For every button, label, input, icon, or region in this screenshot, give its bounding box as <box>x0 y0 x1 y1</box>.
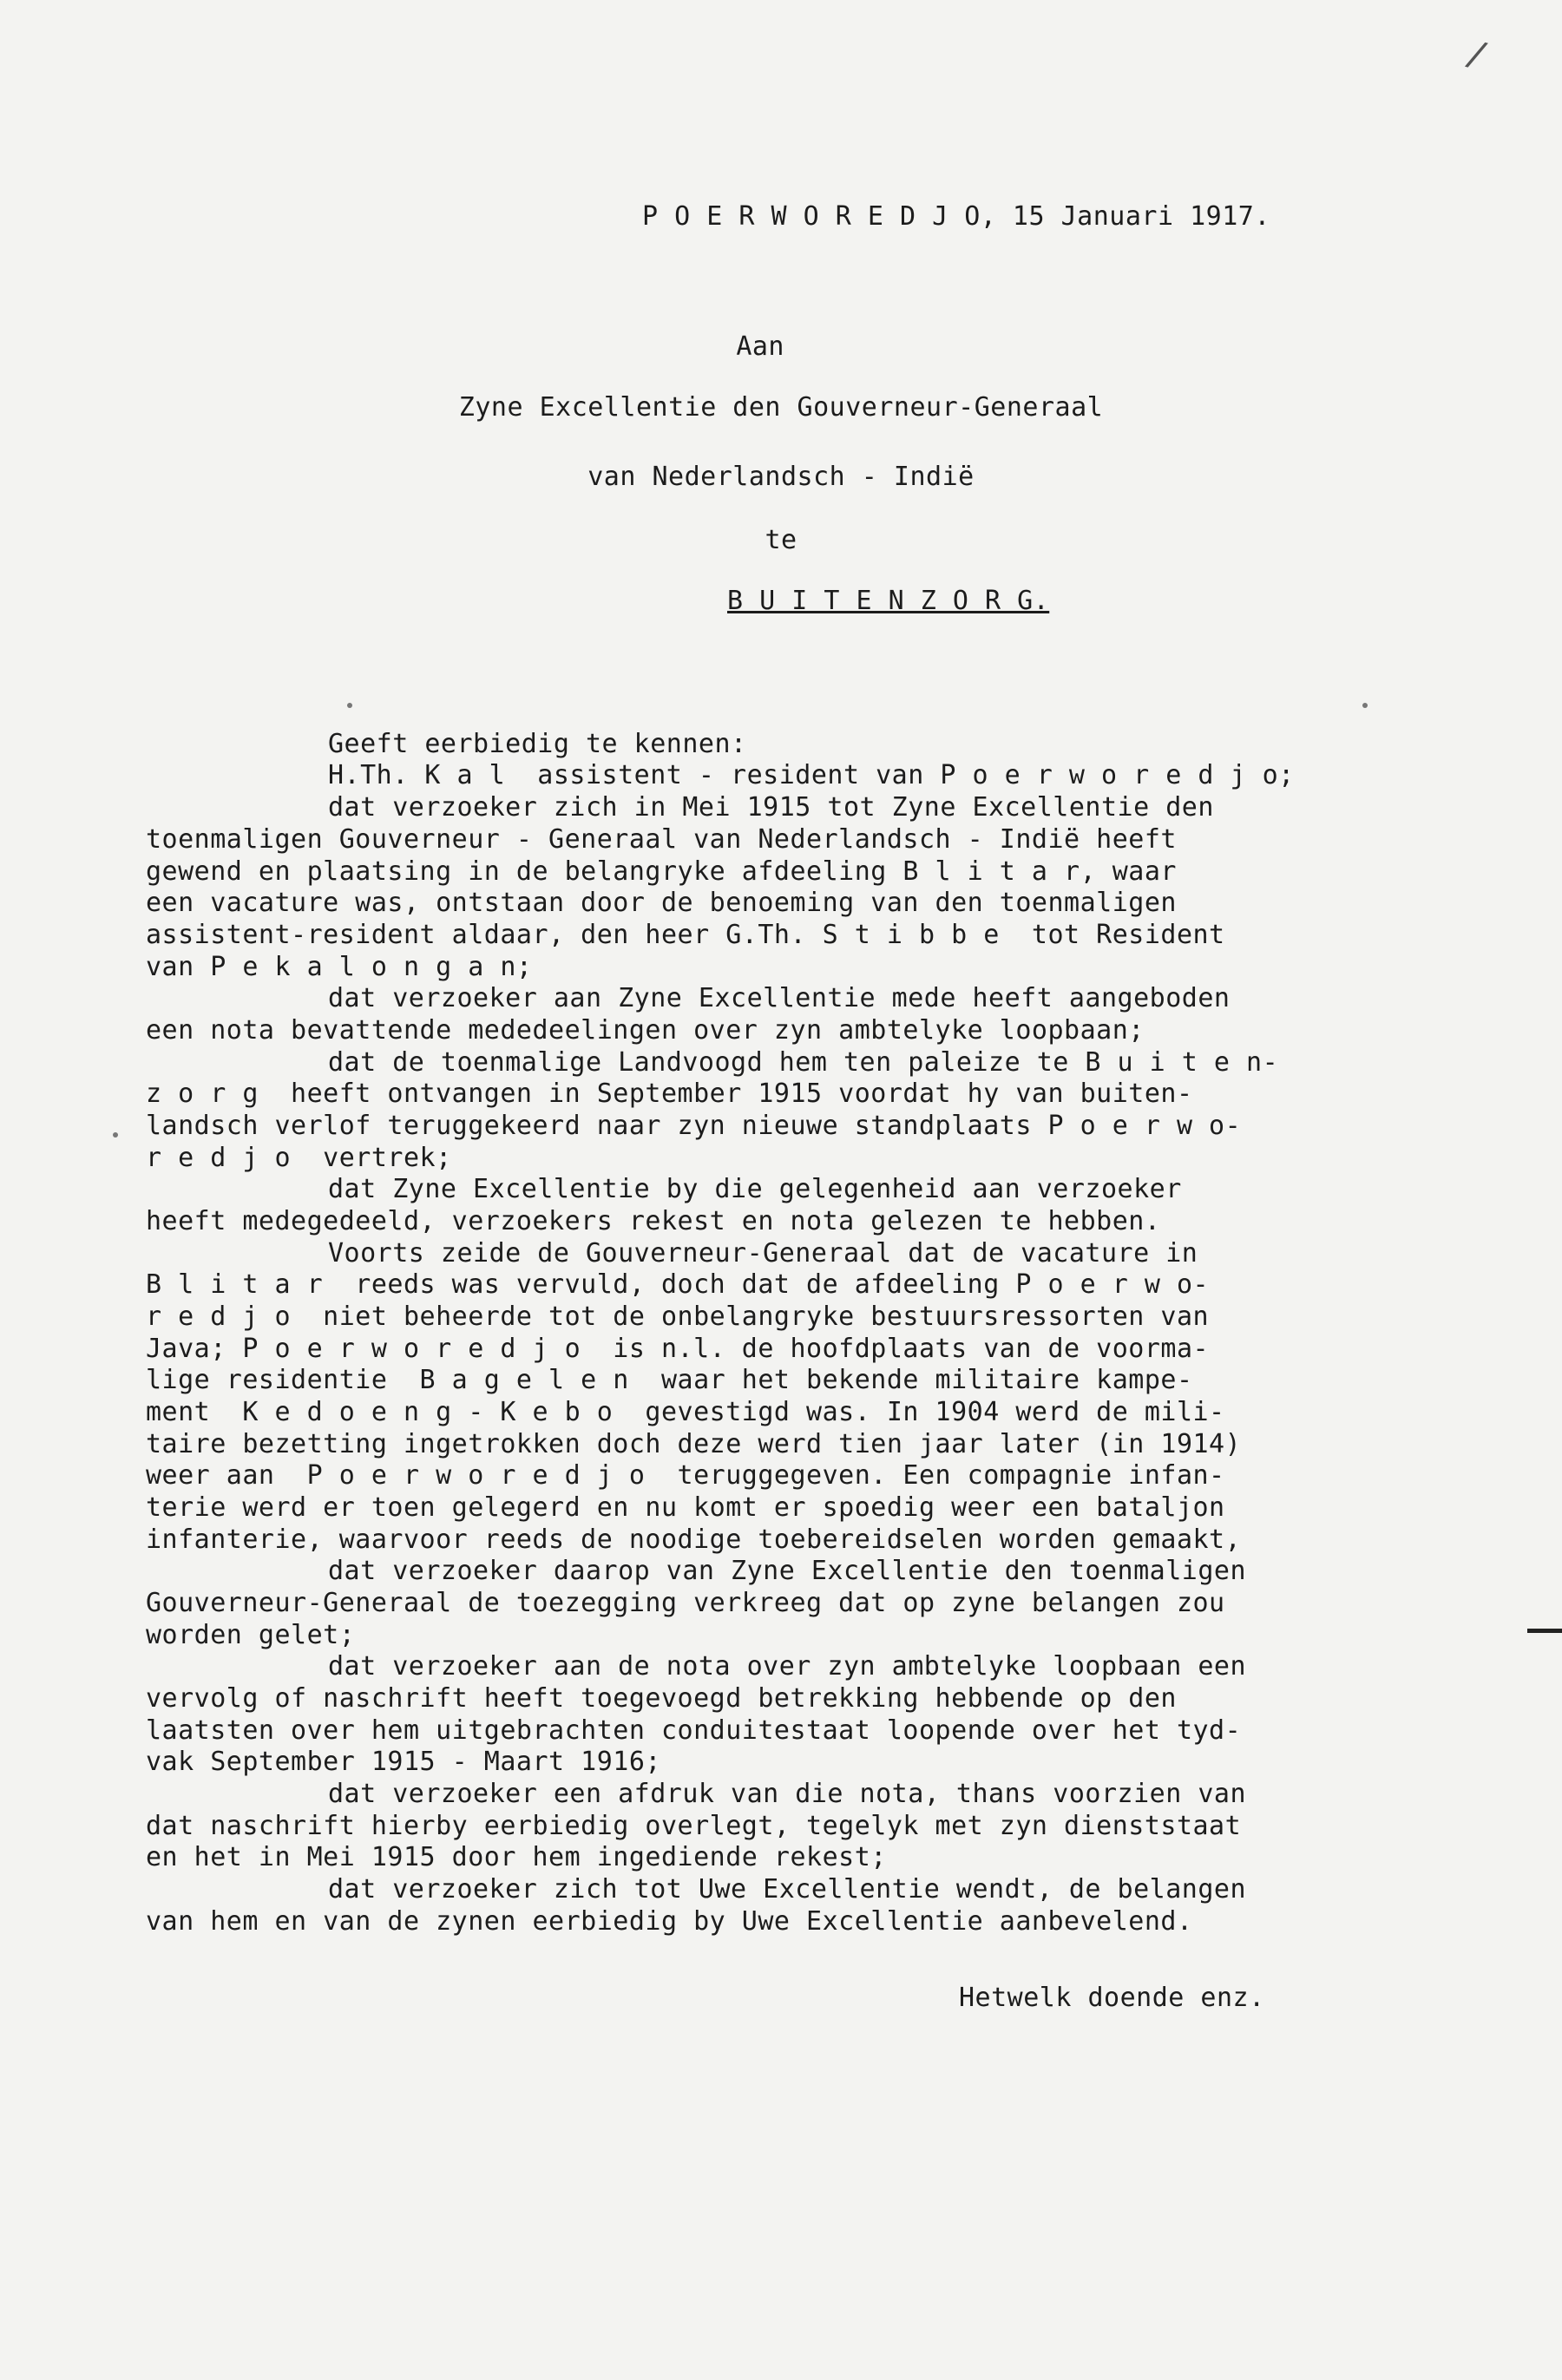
body-line: infanterie, waarvoor reeds de noodige toebereidselen worden gemaakt, <box>146 1524 1242 1555</box>
body-line: r e d j o niet beheerde tot de onbelangryke bestuursressorten van <box>146 1301 1210 1332</box>
body-line: dat verzoeker zich in Mei 1915 tot Zyne Excellentie den <box>328 792 1214 823</box>
body-line: toenmaligen Gouverneur - Generaal van Nederlandsch - Indië heeft <box>146 824 1177 855</box>
body-line: vervolg of naschrift heeft toegevoegd betrekking hebbende op den <box>146 1683 1177 1714</box>
body-line: Voorts zeide de Gouverneur-Generaal dat de vacature in <box>328 1238 1198 1269</box>
body-line: laatsten over hem uitgebrachten conduitestaat loopende over het tyd- <box>146 1715 1242 1746</box>
margin-dash-mark <box>1527 1629 1562 1633</box>
body-line: assistent-resident aldaar, den heer G.Th. S t i b b e tot Resident <box>146 920 1225 950</box>
body-line: Java; P o e r w o r e d j o is n.l. de hoofdplaats van de voorma- <box>146 1334 1210 1364</box>
body-line: ment K e d o e n g - K e b o gevestigd was. In 1904 werd de mili- <box>146 1397 1225 1427</box>
body-line: lige residentie B a g e l e n waar het bekende militaire kampe- <box>146 1365 1193 1395</box>
body-line: dat verzoeker een afdruk van die nota, thans voorzien van <box>328 1779 1247 1809</box>
body-line: Gouverneur-Generaal de toezegging verkreeg dat op zyne belangen zou <box>146 1588 1225 1618</box>
body-line: landsch verlof teruggekeerd naar zyn nieuwe standplaats P o e r w o- <box>146 1111 1242 1141</box>
corner-mark: / <box>1461 32 1493 77</box>
body-line: Geeft eerbiedig te kennen: <box>328 729 747 759</box>
body-line: dat Zyne Excellentie by die gelegenheid aan verzoeker <box>328 1174 1182 1204</box>
addressee-city: B U I T E N Z O R G. <box>727 586 1050 616</box>
body-line: dat naschrift hierby eerbiedig overlegt, tegelyk met zyn dienststaat <box>146 1811 1242 1841</box>
body-line: en het in Mei 1915 door hem ingediende rekest; <box>146 1842 887 1872</box>
ink-speck <box>1362 703 1368 708</box>
body-line: heeft medegedeeld, verzoekers rekest en nota gelezen te hebben. <box>146 1206 1161 1236</box>
body-line: dat verzoeker aan de nota over zyn ambtelyke loopbaan een <box>328 1651 1247 1682</box>
body-line: worden gelet; <box>146 1620 356 1650</box>
body-line: dat verzoeker aan Zyne Excellentie mede heeft aangeboden <box>328 983 1231 1013</box>
closing-line: Hetwelk doende enz. <box>959 1983 1265 2013</box>
body-line: r e d j o vertrek; <box>146 1143 452 1173</box>
body-line: terie werd er toen gelegerd en nu komt er spoedig weer een bataljon <box>146 1492 1225 1523</box>
ink-speck <box>113 1132 118 1138</box>
salutation-aan: Aan <box>736 331 784 362</box>
addressee-te: te <box>765 525 797 555</box>
body-line: vak September 1915 - Maart 1916; <box>146 1747 661 1777</box>
body-line: z o r g heeft ontvangen in September 1915 voordat hy van buiten- <box>146 1079 1193 1109</box>
body-line: dat de toenmalige Landvoogd hem ten paleize te B u i t e n- <box>328 1047 1279 1078</box>
body-line: dat verzoeker zich tot Uwe Excellentie wendt, de belangen <box>328 1874 1247 1905</box>
body-line: weer aan P o e r w o r e d j o teruggegeven. Een compagnie infan- <box>146 1460 1225 1491</box>
body-line: B l i t a r reeds was vervuld, doch dat de afdeeling P o e r w o- <box>146 1269 1210 1300</box>
body-line: H.Th. K a l assistent - resident van P o e r w o r e d j o; <box>328 760 1295 790</box>
body-line: een nota bevattende mededeelingen over zyn ambtelyke loopbaan; <box>146 1015 1145 1046</box>
place-date-line: P O E R W O R E D J O, 15 Januari 1917. <box>642 201 1270 232</box>
body-line: taire bezetting ingetrokken doch deze werd tien jaar later (in 1914) <box>146 1429 1242 1459</box>
body-line: gewend en plaatsing in de belangryke afdeeling B l i t a r, waar <box>146 856 1177 887</box>
addressee-line-2: van Nederlandsch - Indië <box>587 462 975 492</box>
body-line: van P e k a l o n g a n; <box>146 952 533 982</box>
body-line: een vacature was, ontstaan door de benoeming van den toenmaligen <box>146 888 1177 918</box>
body-line: dat verzoeker daarop van Zyne Excellentie den toenmaligen <box>328 1556 1247 1586</box>
body-line: van hem en van de zynen eerbiedig by Uwe Excellentie aanbevelend. <box>146 1906 1193 1937</box>
addressee-line-1: Zyne Excellentie den Gouverneur-Generaal <box>458 392 1104 423</box>
ink-speck <box>347 703 352 708</box>
